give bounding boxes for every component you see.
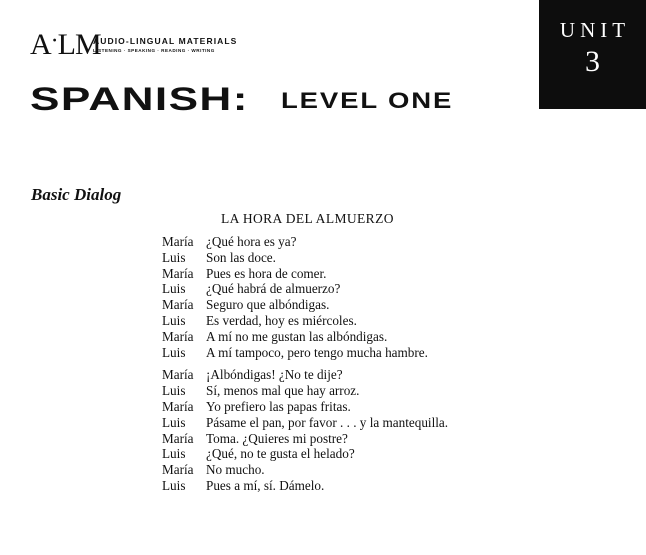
speaker-name: María <box>162 328 194 344</box>
logo-line-1: AUDIO-LINGUAL MATERIALS <box>93 36 238 46</box>
logo-line-2: LISTENING · SPEAKING · READING · WRITING <box>93 48 215 53</box>
utterance-text: ¡Albóndigas! ¿No te dije? <box>206 367 343 383</box>
unit-badge <box>539 0 646 109</box>
speaker-name: María <box>162 398 194 414</box>
dialog-line <box>162 383 448 399</box>
utterance-text: Yo prefiero las papas fritas. <box>206 398 351 414</box>
speaker-name: Luis <box>162 344 186 360</box>
utterance-text: Pues es hora de comer. <box>206 265 327 281</box>
unit-number: 3 <box>585 45 600 78</box>
speaker-name: Luis <box>162 477 186 493</box>
utterance-text: Toma. ¿Quieres mi postre? <box>206 430 348 446</box>
speaker-name: Luis <box>162 312 186 328</box>
logo-mark-a: A <box>30 28 51 61</box>
utterance-text: No mucho. <box>206 462 265 478</box>
speaker-name: María <box>162 234 194 249</box>
utterance-text: A mí tampoco, pero tengo mucha hambre. <box>206 344 428 360</box>
dialog-line <box>162 234 448 250</box>
utterance-text: Son las doce. <box>206 249 276 265</box>
dialog-line <box>162 446 448 462</box>
dialog-line <box>162 345 448 361</box>
title-spanish: SPANISH: <box>30 81 249 117</box>
utterance-text: A mí no me gustan las albóndigas. <box>206 328 388 344</box>
dialog-line <box>162 313 448 329</box>
speaker-name: María <box>162 462 194 478</box>
speaker-name: María <box>162 297 194 313</box>
dialog-line <box>162 399 448 415</box>
speaker-name: Luis <box>162 281 186 297</box>
utterance-text: ¿Qué, no te gusta el helado? <box>206 446 355 462</box>
logo-mark-dot: · <box>50 28 58 54</box>
dialog-line <box>162 478 448 494</box>
speaker-name: Luis <box>162 383 186 399</box>
dialog <box>162 234 448 494</box>
speaker-name: Luis <box>162 249 186 265</box>
dialog-line <box>162 297 448 313</box>
utterance-text: ¿Qué habrá de almuerzo? <box>206 281 341 297</box>
dialog-line <box>162 415 448 431</box>
page-title <box>30 81 454 117</box>
logo-mark-l: L <box>57 28 75 61</box>
utterance-text: Es verdad, hoy es miércoles. <box>206 312 357 328</box>
speaker-name: Luis <box>162 414 186 430</box>
alm-logo-mark <box>30 28 101 64</box>
utterance-text: Sí, menos mal que hay arroz. <box>206 383 360 399</box>
speaker-name: María <box>162 430 194 446</box>
dialog-line <box>162 266 448 282</box>
utterance-text: Seguro que albóndigas. <box>206 297 330 313</box>
dialog-line <box>162 462 448 478</box>
logo-text <box>93 36 237 55</box>
dialog-line <box>162 431 448 447</box>
title-level-one: LEVEL ONE <box>281 88 454 113</box>
dialog-title: LA HORA DEL ALMUERZO <box>221 211 394 226</box>
speaker-name: María <box>162 367 194 383</box>
dialog-line <box>162 281 448 297</box>
unit-label: UNIT <box>559 18 631 42</box>
utterance-text: ¿Qué hora es ya? <box>206 234 297 249</box>
dialog-block-2 <box>162 367 448 493</box>
utterance-text: Pues a mí, sí. Dámelo. <box>206 477 325 493</box>
speaker-name: María <box>162 265 194 281</box>
section-heading: Basic Dialog <box>31 185 122 204</box>
speaker-name: Luis <box>162 446 186 462</box>
dialog-line <box>162 250 448 266</box>
dialog-line <box>162 329 448 345</box>
dialog-block-1 <box>162 234 448 360</box>
logo-mark-m: M <box>75 28 101 61</box>
dialog-line <box>162 367 448 383</box>
utterance-text: Pásame el pan, por favor . . . y la mantequilla. <box>206 414 449 430</box>
